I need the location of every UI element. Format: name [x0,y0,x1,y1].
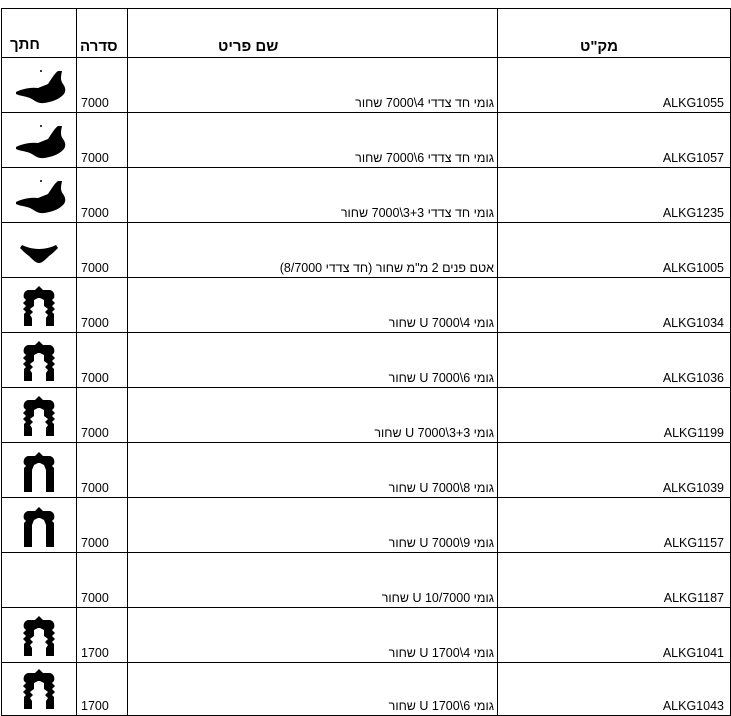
item-name-cell: גומי 10/7000 U שחור [128,553,498,608]
profile-cell [2,333,77,388]
item-name-cell: גומי חד צדדי 3+3\7000 שחור [128,168,498,223]
series-cell: 7000 [77,113,128,168]
item-name-cell: גומי חד צדדי 6\7000 שחור [128,113,498,168]
series-cell: 7000 [77,278,128,333]
gasket-u-ribbed-icon [8,665,70,715]
profile-cell [2,168,77,223]
sku-cell: ALKG1199 [498,388,731,443]
table-row [2,113,731,168]
table-row [2,663,731,716]
profile-cell [2,223,77,278]
item-name-cell: גומי חד צדדי 4\7000 שחור [128,58,498,113]
gasket-wedge-icon [8,117,70,167]
series-cell: 7000 [77,223,128,278]
profile-cell [2,608,77,663]
series-cell: 7000 [77,498,128,553]
sku-cell: ALKG1157 [498,498,731,553]
series-cell: 7000 [77,553,128,608]
header-sku: מק"ט [498,9,731,58]
item-name-cell: גומי 6\7000 U שחור [128,333,498,388]
gasket-u-ribbed-icon [8,282,70,332]
table-row [2,553,731,608]
sku-cell: ALKG1039 [498,443,731,498]
sku-cell: ALKG1055 [498,58,731,113]
top-margin [0,0,539,8]
gasket-u-open-icon [8,447,70,497]
item-name-cell: גומי 4\1700 U שחור [128,608,498,663]
profile-cell [2,663,77,716]
gasket-u-ribbed-icon [8,392,70,442]
series-cell: 1700 [77,663,128,716]
item-name-cell: אטם פנים 2 מ"מ שחור (חד צדדי 8/7000) [128,223,498,278]
sku-cell: ALKG1057 [498,113,731,168]
table-row [2,333,731,388]
profile-cell [2,553,77,608]
series-cell: 7000 [77,168,128,223]
item-name-cell: גומי 3+3\7000 U שחור [128,388,498,443]
table-row [2,608,731,663]
sku-cell: ALKG1187 [498,553,731,608]
gasket-table [1,8,731,716]
table-header-row [2,9,731,58]
table-row [2,388,731,443]
sku-cell: ALKG1043 [498,663,731,716]
series-cell: 7000 [77,443,128,498]
table-row [2,58,731,113]
table-row [2,223,731,278]
profile-cell [2,113,77,168]
item-name-cell: גומי 8\7000 U שחור [128,443,498,498]
table-row [2,498,731,553]
table-row [2,443,731,498]
sku-cell: ALKG1034 [498,278,731,333]
profile-cell [2,443,77,498]
gasket-wedge-icon [8,172,70,222]
table-row [2,278,731,333]
item-name-cell: גומי 6\1700 U שחור [128,663,498,716]
profile-cell [2,58,77,113]
header-profile: חתך [2,9,77,58]
series-cell: 7000 [77,333,128,388]
sku-cell: ALKG1041 [498,608,731,663]
sku-cell: ALKG1235 [498,168,731,223]
gasket-wedge-icon [8,62,70,112]
gasket-u-ribbed-icon [8,337,70,387]
profile-cell [2,498,77,553]
sku-cell: ALKG1036 [498,333,731,388]
item-name-cell: גומי 4\7000 U שחור [128,278,498,333]
item-name-cell: גומי 9\7000 U שחור [128,498,498,553]
table-row [2,168,731,223]
gasket-u-open-icon [8,502,70,552]
series-cell: 7000 [77,388,128,443]
series-cell: 1700 [77,608,128,663]
header-series: סדרה [77,9,128,58]
profile-cell [2,278,77,333]
profile-cell [2,388,77,443]
sku-cell: ALKG1005 [498,223,731,278]
header-name: שם פריט [128,9,498,58]
series-cell: 7000 [77,58,128,113]
gasket-flat-icon [8,227,70,277]
gasket-u-ribbed-icon [8,612,70,662]
